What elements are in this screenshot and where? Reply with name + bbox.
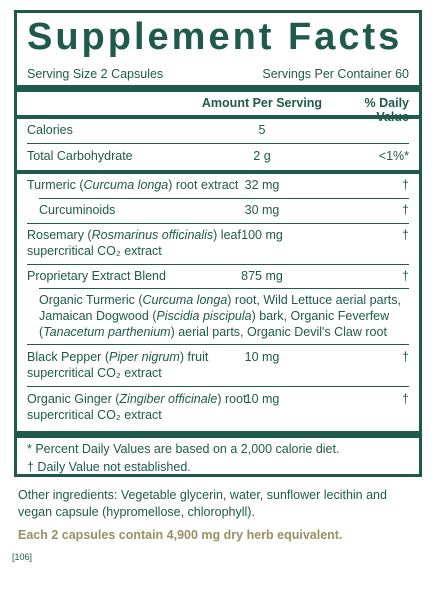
serving-info <box>27 67 409 81</box>
other-ingredients: Other ingredients: Vegetable glycerin, water, sunflower lecithin and vegan capsule (hypromellose, chlorophyll). <box>18 488 387 519</box>
amount-header: Amount Per Serving <box>201 96 323 110</box>
nutrient-name: Calories <box>27 123 73 137</box>
nutrient-amount: 100 mg <box>241 228 283 242</box>
nutrient-dv: † <box>402 392 409 406</box>
nutrient-name: Proprietary Extract Blend <box>27 269 166 283</box>
nutrient-amount: 10 mg <box>244 350 280 364</box>
row-divider <box>27 223 409 224</box>
header-divider <box>17 115 419 119</box>
nutrient-name: Curcuminoids <box>39 203 116 217</box>
nutrient-dv: <1%* <box>378 149 409 163</box>
nutrient-amount: 2 g <box>253 149 271 163</box>
herb-equivalent-note: Each 2 capsules contain 4,900 mg dry herb equivalent. <box>18 528 343 542</box>
servings-per-container: Servings Per Container 60 <box>262 67 409 81</box>
row-divider <box>27 264 409 265</box>
nutrient-dv: † <box>402 178 409 192</box>
nutrient-name: Organic Ginger (Zingiber officinale) root supercritical CO₂ extract <box>27 392 247 422</box>
footnote-not-established: † Daily Value not established. <box>27 460 191 474</box>
nutrient-dv: † <box>402 350 409 364</box>
row-divider <box>39 288 409 289</box>
row-divider <box>27 386 409 387</box>
serving-size: Serving Size 2 Capsules <box>27 67 164 81</box>
panel-title: Supplement Facts <box>27 16 403 58</box>
nutrient-dv: † <box>402 269 409 283</box>
footnote-dv: * Percent Daily Values are based on a 2,000 calorie diet. <box>27 442 340 456</box>
row-divider <box>27 143 409 144</box>
nutrient-name: Total Carbohydrate <box>27 149 133 163</box>
nutrient-name: Black Pepper (Piper nigrum) fruit supercritical CO₂ extract <box>27 350 209 380</box>
nutrient-amount: 875 mg <box>241 269 283 283</box>
nutrient-amount: 32 mg <box>244 178 280 192</box>
row-divider <box>27 344 409 345</box>
nutrient-name: Rosemary (Rosmarinus officinalis) leaf supercritical CO₂ extract <box>27 228 241 258</box>
nutrient-amount: 30 mg <box>244 203 280 217</box>
dv-header: % Daily <box>364 96 409 110</box>
blend-ingredients: Organic Turmeric (Curcuma longa) root, Wild Lettuce aerial parts, Jamaican Dogwood (Piscidia piscipula) bark, Organic Feverfew (Tanacetum parthenium) aerial parts, Organic Devil's Claw root <box>39 293 401 339</box>
supplement-facts-panel <box>14 10 422 477</box>
nutrient-dv: † <box>402 203 409 217</box>
nutrient-amount: 10 mg <box>244 392 280 406</box>
nutrient-name: Turmeric (Curcuma longa) root extract <box>27 178 239 192</box>
nutrient-amount: 5 <box>258 123 266 137</box>
bottom-divider <box>17 431 419 438</box>
thick-divider <box>17 85 419 92</box>
label-code: [106] <box>12 552 33 562</box>
nutrient-dv: † <box>402 228 409 242</box>
row-divider <box>39 198 409 199</box>
section-divider <box>17 170 419 174</box>
